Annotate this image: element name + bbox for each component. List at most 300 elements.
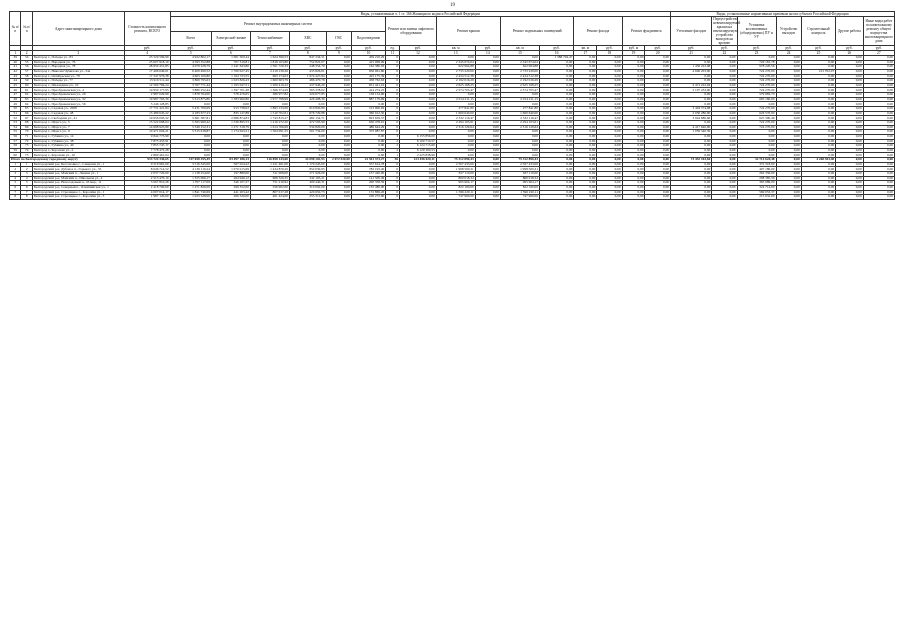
value-cell: 0,00 <box>539 69 573 74</box>
value-cell: 65 <box>21 107 32 112</box>
value-cell: 0,00 <box>622 97 645 102</box>
value-cell: 1 614 766,69 <box>250 125 289 130</box>
value-cell: 52 <box>10 116 21 121</box>
column-number-cell: 18 <box>597 51 622 56</box>
value-cell: 0,00 <box>712 74 737 79</box>
value-cell: 0,00 <box>326 83 351 88</box>
value-cell: 1 456 222,08 <box>670 65 711 70</box>
value-cell: 7 855 747,17 <box>124 144 170 149</box>
value-cell: 2 434 512,38 <box>436 74 475 79</box>
value-cell: 724 270,00 <box>737 88 776 93</box>
value-cell: 0,00 <box>351 139 385 144</box>
value-cell: 0,00 <box>574 116 597 121</box>
value-cell: 0,00 <box>400 120 437 125</box>
value-cell: 1 501 720,33 <box>250 65 289 70</box>
value-cell: 44 <box>10 79 21 84</box>
unit-cell: руб. <box>776 46 801 51</box>
address-cell: Белгород г., Щорса ул., 7 <box>32 125 124 130</box>
value-cell: 5 <box>10 181 21 186</box>
value-cell: 497 180,00 <box>737 167 776 172</box>
address-cell: Белгород г., Садовая ул., 48 <box>32 111 124 116</box>
value-cell: 58 <box>10 144 21 149</box>
value-cell: 0,00 <box>622 130 645 135</box>
value-cell: 0,00 <box>670 139 711 144</box>
value-cell: 0,00 <box>400 56 437 61</box>
value-cell: 0,00 <box>597 60 622 65</box>
value-cell: 0,00 <box>574 139 597 144</box>
totals-value: 0,00 <box>863 158 894 163</box>
value-cell: 995 604,17 <box>500 181 539 186</box>
header-heat: Теплоснабжение <box>250 31 289 46</box>
value-cell: 0,00 <box>326 120 351 125</box>
value-cell: 0,00 <box>836 111 864 116</box>
value-cell: 0,00 <box>326 134 351 139</box>
value-cell: 45 <box>10 83 21 88</box>
value-cell: 200 358,59 <box>351 181 385 186</box>
unit-cell: руб. <box>475 46 500 51</box>
value-cell: 0,00 <box>539 60 573 65</box>
value-cell: 61 <box>21 88 32 93</box>
value-cell: 1 209 410,22 <box>250 83 289 88</box>
value-cell: 0,00 <box>400 60 437 65</box>
value-cell: 0,00 <box>622 116 645 121</box>
value-cell: 0,00 <box>326 176 351 181</box>
value-cell: 0,00 <box>776 83 801 88</box>
value-cell: 17 496 649,01 <box>124 69 170 74</box>
value-cell: 0,00 <box>836 69 864 74</box>
value-cell: 0,00 <box>539 111 573 116</box>
value-cell: 0,00 <box>400 116 437 121</box>
totals-value: 0,00 <box>836 158 864 163</box>
value-cell: 0,00 <box>400 88 437 93</box>
value-cell: 40 <box>10 60 21 65</box>
value-cell: 0,00 <box>539 134 573 139</box>
value-cell: 0,00 <box>539 120 573 125</box>
value-cell: 7 778 472,28 <box>124 148 170 153</box>
value-cell: 0,00 <box>801 120 835 125</box>
value-cell: 0,00 <box>475 167 500 172</box>
value-cell: 4 417 640,00 <box>670 125 711 130</box>
value-cell: 0,00 <box>597 65 622 70</box>
value-cell: 1 165 047,51 <box>211 83 250 88</box>
value-cell: 0,00 <box>475 139 500 144</box>
value-cell: 860 018,34 <box>436 176 475 181</box>
value-cell: 3 <box>386 134 400 139</box>
value-cell: 860 018,34 <box>500 176 539 181</box>
value-cell: 437 946,20 <box>289 83 326 88</box>
value-cell: 626 570,00 <box>737 111 776 116</box>
value-cell: 724 270,00 <box>737 107 776 112</box>
value-cell: 0,00 <box>836 195 864 200</box>
address-cell: Белгород г., Губкина ул., 40 <box>32 144 124 149</box>
value-cell: 482 154,71 <box>289 116 326 121</box>
value-cell: 1 596 220,11 <box>436 190 475 195</box>
header-insulation: Утепление фасадов <box>670 17 711 46</box>
value-cell: 0,00 <box>836 162 864 167</box>
value-cell: 0,00 <box>597 83 622 88</box>
value-cell: 0,00 <box>597 162 622 167</box>
value-cell: 0 <box>386 69 400 74</box>
value-cell: 0,00 <box>622 172 645 177</box>
value-cell: 0,00 <box>801 56 835 61</box>
header-no-mun: № п/п <box>21 12 32 46</box>
unit-cell: руб. <box>836 46 864 51</box>
value-cell: 472 503,99 <box>289 120 326 125</box>
value-cell: 1 138 254,00 <box>170 172 211 177</box>
value-cell: 569 053,37 <box>737 190 776 195</box>
value-cell: 822 160,00 <box>500 185 539 190</box>
value-cell: 1 397 701,48 <box>211 88 250 93</box>
value-cell: 0,00 <box>574 120 597 125</box>
value-cell: 822 160,00 <box>436 185 475 190</box>
value-cell: 807 017,28 <box>250 190 289 195</box>
value-cell: 0,00 <box>863 69 894 74</box>
value-cell: 0,00 <box>597 139 622 144</box>
value-cell: 0,00 <box>801 83 835 88</box>
value-cell: 2 625 168,25 <box>436 83 475 88</box>
unit-cell: руб. <box>863 46 894 51</box>
value-cell: 5 246 128,85 <box>124 102 170 107</box>
value-cell: 0,00 <box>737 153 776 158</box>
value-cell: 724 270,00 <box>737 69 776 74</box>
column-number-cell: 24 <box>776 51 801 56</box>
value-cell: 0,00 <box>326 144 351 149</box>
value-cell: 0,00 <box>836 181 864 186</box>
value-cell: 0,00 <box>776 60 801 65</box>
value-cell: 0,00 <box>597 120 622 125</box>
value-cell: 0,00 <box>326 69 351 74</box>
value-cell: 0,00 <box>475 56 500 61</box>
value-cell: 0,00 <box>289 148 326 153</box>
value-cell: 206 520,00 <box>211 195 250 200</box>
value-cell: 0,00 <box>475 185 500 190</box>
value-cell: 0,00 <box>539 93 573 98</box>
value-cell: 2 418 700,00 <box>124 185 170 190</box>
value-cell: 0,00 <box>863 190 894 195</box>
value-cell: 0,00 <box>801 144 835 149</box>
value-cell: 0,00 <box>326 185 351 190</box>
address-cell: Белгород г., Народная ул., 76 <box>32 60 124 65</box>
value-cell: 0 <box>386 116 400 121</box>
value-cell: 0,00 <box>670 56 711 61</box>
value-cell: 5 613 875,80 <box>170 97 211 102</box>
value-cell: 0,00 <box>776 195 801 200</box>
value-cell: 0,00 <box>712 65 737 70</box>
value-cell: 46 <box>10 88 21 93</box>
value-cell: 0,00 <box>801 79 835 84</box>
value-cell: 0,00 <box>539 172 573 177</box>
value-cell: 0,00 <box>539 74 573 79</box>
value-cell: 0,00 <box>597 148 622 153</box>
value-cell: 0,00 <box>712 181 737 186</box>
value-cell: 0,00 <box>475 116 500 121</box>
value-cell: 0,00 <box>836 176 864 181</box>
value-cell: 0,00 <box>597 167 622 172</box>
value-cell: 19 987 763,39 <box>124 97 170 102</box>
value-cell: 0,00 <box>645 111 671 116</box>
value-cell: 0,00 <box>475 153 500 158</box>
value-cell: 0,00 <box>250 134 289 139</box>
value-cell: 0,00 <box>574 172 597 177</box>
value-cell: 0,00 <box>776 125 801 130</box>
value-cell: 0,00 <box>574 176 597 181</box>
unit-cell: руб. <box>124 46 170 51</box>
value-cell: 0,00 <box>326 93 351 98</box>
value-cell: 53 <box>10 120 21 125</box>
value-cell: 0,00 <box>539 190 573 195</box>
value-cell: 0,00 <box>645 88 671 93</box>
value-cell: 0,00 <box>475 125 500 130</box>
address-cell: Белгород г., Победы ул., 83 <box>32 56 124 61</box>
value-cell: 0,00 <box>863 116 894 121</box>
value-cell: 0,00 <box>500 153 539 158</box>
value-cell: 0,00 <box>574 88 597 93</box>
value-cell: 0,00 <box>622 139 645 144</box>
address-cell: Белгород г., Преображенская ул., 4 <box>32 88 124 93</box>
value-cell: 0,00 <box>326 65 351 70</box>
value-cell: 0,00 <box>836 102 864 107</box>
value-cell: 409 440,31 <box>289 181 326 186</box>
value-cell: 55 <box>10 130 21 135</box>
value-cell: 0,00 <box>622 195 645 200</box>
value-cell: 0,00 <box>475 144 500 149</box>
value-cell: 556 902,00 <box>250 185 289 190</box>
value-cell: 0,00 <box>863 97 894 102</box>
value-cell: 1 271 826,00 <box>170 185 211 190</box>
value-cell: 1 660 640,00 <box>500 111 539 116</box>
totals-value: 0,00 <box>712 158 737 163</box>
value-cell: 426 408,30 <box>289 97 326 102</box>
value-cell: 0,00 <box>670 167 711 172</box>
value-cell: 0,00 <box>500 139 539 144</box>
column-number-cell: 1 <box>10 51 21 56</box>
value-cell: 1 743 815,27 <box>250 116 289 121</box>
value-cell: 0,00 <box>776 172 801 177</box>
value-cell: 19 959 177,95 <box>124 88 170 93</box>
header-foundation: Ремонт фундамента <box>622 17 670 46</box>
value-cell: 0,00 <box>836 65 864 70</box>
value-cell: 0,00 <box>351 134 385 139</box>
value-cell: 0,00 <box>836 120 864 125</box>
page-number: 19 <box>450 3 455 8</box>
address-cell: Белгород г., Победы ул., 77 <box>32 79 124 84</box>
value-cell: 0,00 <box>170 139 211 144</box>
value-cell: 752 822,07 <box>289 60 326 65</box>
value-cell: 0,00 <box>712 120 737 125</box>
value-cell: 0 <box>386 56 400 61</box>
value-cell: 1 588 794,47 <box>539 56 573 61</box>
value-cell: 360 912,50 <box>351 111 385 116</box>
value-cell: 197 880,00 <box>211 172 250 177</box>
value-cell: 0,00 <box>597 79 622 84</box>
value-cell: 3 <box>21 172 32 177</box>
totals-value: 0,00 <box>574 158 597 163</box>
value-cell: 0,00 <box>670 162 711 167</box>
value-cell: 0 <box>386 65 400 70</box>
value-cell: 0,00 <box>326 116 351 121</box>
value-cell: 0,00 <box>475 83 500 88</box>
value-cell: 0,00 <box>645 116 671 121</box>
address-cell: Белгородский р-н, Стрелецкое с., Королёва ул., 1 <box>32 190 124 195</box>
column-number-cell: 10 <box>351 51 385 56</box>
header-roof: Ремонт крыши <box>436 17 500 46</box>
value-cell: 8 <box>10 195 21 200</box>
value-cell: 978 220,56 <box>737 65 776 70</box>
value-cell: 0,00 <box>539 176 573 181</box>
value-cell: 0,00 <box>622 125 645 130</box>
address-cell: Белгород г., Королева ул., 2 <box>32 148 124 153</box>
value-cell: 6 124 715,69 <box>400 144 437 149</box>
value-cell: 823 659,37 <box>351 116 385 121</box>
value-cell: 43 <box>10 74 21 79</box>
value-cell: 0,00 <box>622 88 645 93</box>
totals-value: 0,00 <box>475 158 500 163</box>
value-cell: 7 873 453,91 <box>124 139 170 144</box>
value-cell: 0,00 <box>622 56 645 61</box>
value-cell: 5 365 969,42 <box>170 120 211 125</box>
value-cell: 0,00 <box>836 88 864 93</box>
value-cell: 0,00 <box>326 125 351 130</box>
value-cell: 4 603 100,80 <box>170 74 211 79</box>
value-cell: 0,00 <box>712 79 737 84</box>
value-cell: 64 <box>21 102 32 107</box>
value-cell: 15 522 068,04 <box>124 120 170 125</box>
totals-value: 0,00 <box>539 158 573 163</box>
value-cell: 2 <box>21 167 32 172</box>
value-cell: 0,00 <box>597 125 622 130</box>
value-cell: 0,00 <box>645 139 671 144</box>
value-cell: 0,00 <box>574 97 597 102</box>
value-cell: 0,00 <box>801 195 835 200</box>
header-devices: Устройство выходов <box>776 17 801 46</box>
totals-label: Итого по Белгородскому городскому округу <box>10 158 125 163</box>
value-cell: 0,00 <box>170 134 211 139</box>
value-cell: 0,00 <box>801 93 835 98</box>
value-cell: 0,00 <box>801 167 835 172</box>
value-cell: 262 356,00 <box>737 172 776 177</box>
header-other: Другие работы <box>836 17 864 46</box>
value-cell: 0,00 <box>645 144 671 149</box>
value-cell: 913 738,02 <box>211 107 250 112</box>
address-cell: Белгород г., Щорса ул., 9 <box>32 130 124 135</box>
value-cell: 0,00 <box>776 79 801 84</box>
value-cell: 0,00 <box>436 56 475 61</box>
column-number-cell: 11 <box>386 51 400 56</box>
value-cell: 0,00 <box>776 116 801 121</box>
value-cell: 0,00 <box>836 185 864 190</box>
value-cell: 0,00 <box>400 185 437 190</box>
value-cell: 2 037 720,00 <box>124 172 170 177</box>
value-cell: 2 192 016,29 <box>436 79 475 84</box>
totals-value: 123 456 020,11 <box>400 158 437 163</box>
value-cell: 0,00 <box>836 83 864 88</box>
address-cell: Белгородский р-н, Майский п., Школьная ул., 4 <box>32 176 124 181</box>
address-cell: Белгород г., Преображенская ул., 32 <box>32 97 124 102</box>
value-cell: 2 332 116,47 <box>436 116 475 121</box>
value-cell: 1 707 117,09 <box>170 181 211 186</box>
value-cell: 0,00 <box>326 153 351 158</box>
value-cell: 0,00 <box>863 88 894 93</box>
unit-cell: руб. <box>326 46 351 51</box>
unit-cell: руб. <box>712 46 737 51</box>
value-cell: 415 069,09 <box>351 60 385 65</box>
value-cell: 513 000,92 <box>351 107 385 112</box>
value-cell: 1 001 500,44 <box>211 56 250 61</box>
value-cell: 0,00 <box>539 195 573 200</box>
value-cell: 0,00 <box>836 74 864 79</box>
value-cell: 0,00 <box>712 144 737 149</box>
value-cell: 1 760 027,45 <box>211 69 250 74</box>
value-cell: 2 <box>10 167 21 172</box>
value-cell: 0,00 <box>712 107 737 112</box>
value-cell: 62 <box>21 93 32 98</box>
value-cell: 17 731 421,84 <box>124 107 170 112</box>
address-cell: Белгород г., Губкина ул., 14 <box>32 134 124 139</box>
value-cell: 0,00 <box>400 107 437 112</box>
unit-cell: руб. <box>801 46 835 51</box>
value-cell: 2 086 874,83 <box>211 116 250 121</box>
value-cell: 158 154,90 <box>351 93 385 98</box>
value-cell: 2 225 838,99 <box>400 153 437 158</box>
value-cell: 50 <box>10 107 21 112</box>
totals-value: 2 072 520,00 <box>326 158 351 163</box>
value-cell: 0,00 <box>170 148 211 153</box>
value-cell: 511 008,00 <box>250 172 289 177</box>
value-cell: 0,00 <box>863 74 894 79</box>
value-cell: 0,00 <box>737 148 776 153</box>
address-cell: Белгород г., Щорса ул., 5 <box>32 120 124 125</box>
value-cell: 0,00 <box>326 195 351 200</box>
address-cell: Белгород г., Королева ул., 10 <box>32 153 124 158</box>
address-cell: Белгород г., Свободная ул., 41 <box>32 116 124 121</box>
value-cell: 0,00 <box>670 60 711 65</box>
value-cell: 4 <box>21 176 32 181</box>
value-cell: 0,00 <box>574 125 597 130</box>
value-cell: 0,00 <box>326 107 351 112</box>
column-number-cell: 19 <box>622 51 645 56</box>
totals-value: 116 858 143,60 <box>250 158 289 163</box>
value-cell: 622 964,88 <box>436 65 475 70</box>
value-cell: 0,00 <box>475 111 500 116</box>
value-cell: 0,00 <box>801 176 835 181</box>
value-cell: 751 210,92 <box>250 181 289 186</box>
value-cell: 0,00 <box>597 130 622 135</box>
value-cell: 0,00 <box>836 79 864 84</box>
value-cell: 579 983,70 <box>737 93 776 98</box>
unit-cell: куб. м <box>622 46 645 51</box>
value-cell: 0,00 <box>645 190 671 195</box>
totals-value: 34 098 102,93 <box>289 158 326 163</box>
value-cell: 0,00 <box>475 60 500 65</box>
value-cell: 0,00 <box>400 79 437 84</box>
value-cell: 4 606 203,00 <box>670 69 711 74</box>
value-cell: 0 <box>386 162 400 167</box>
value-cell: 0,00 <box>801 172 835 177</box>
value-cell: 0,00 <box>670 190 711 195</box>
value-cell: 0,00 <box>776 102 801 107</box>
value-cell: 0,00 <box>670 195 711 200</box>
value-cell: 782 193,40 <box>351 167 385 172</box>
value-cell: 0,00 <box>670 97 711 102</box>
value-cell: 0,00 <box>645 176 671 181</box>
value-cell: 0,00 <box>574 83 597 88</box>
value-cell: 0,00 <box>645 134 671 139</box>
value-cell: 380 977,82 <box>250 93 289 98</box>
value-cell: 28 659 451,85 <box>124 65 170 70</box>
value-cell: 0,00 <box>622 79 645 84</box>
value-cell: 0 <box>386 97 400 102</box>
value-cell: 277 841,80 <box>436 107 475 112</box>
